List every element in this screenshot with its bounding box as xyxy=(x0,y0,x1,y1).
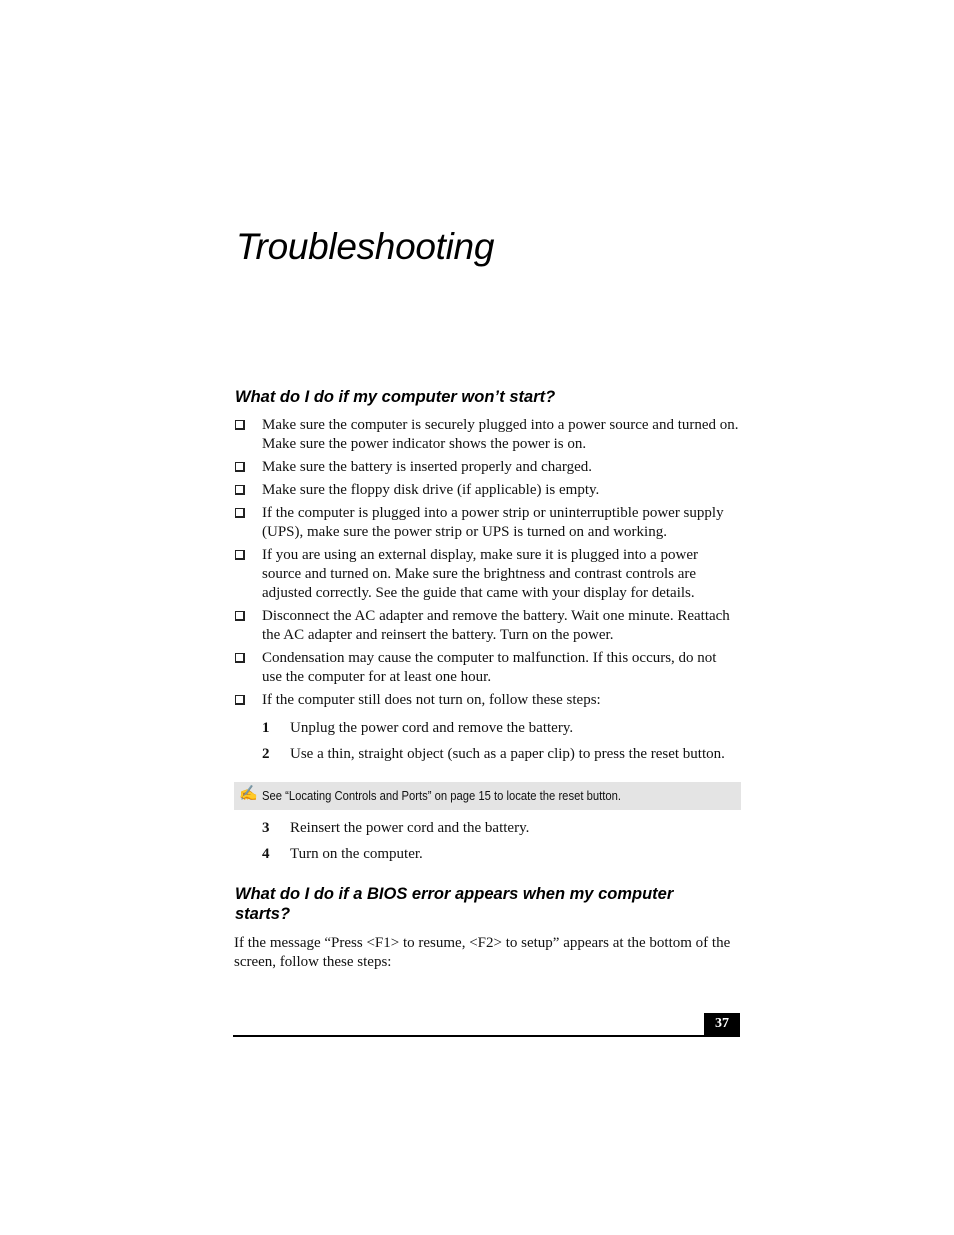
checkbox-bullet-icon xyxy=(235,420,245,430)
list-item-text: If the computer is plugged into a power strip or uninterruptible power supply (UPS), make sure the power strip or UPS is turned on and working. xyxy=(262,505,724,540)
list-item xyxy=(234,691,740,710)
step-number: 4 xyxy=(262,846,270,862)
checkbox-bullet-icon xyxy=(235,653,245,663)
list-item-text: If the computer still does not turn on, follow these steps: xyxy=(262,692,601,708)
step-number: 3 xyxy=(262,820,270,836)
step-text: Use a thin, straight object (such as a paper clip) to press the reset button. xyxy=(290,746,725,762)
step-number: 1 xyxy=(262,720,270,736)
checkbox-bullet-icon xyxy=(235,695,245,705)
checkbox-bullet-icon xyxy=(235,508,245,518)
checklist xyxy=(234,416,740,714)
section-heading-bios-error: What do I do if a BIOS error appears when my computer starts? xyxy=(235,885,674,923)
page-number: 37 xyxy=(704,1013,740,1037)
list-item xyxy=(234,649,740,687)
list-item xyxy=(234,416,740,454)
footer-rule xyxy=(233,1035,740,1037)
note-text: See “Locating Controls and Ports” on page 15 to locate the reset button. xyxy=(262,789,621,803)
step-text: Turn on the computer. xyxy=(290,846,423,862)
list-item xyxy=(234,607,740,645)
list-item-text: Make sure the battery is inserted properly and charged. xyxy=(262,459,593,475)
body-paragraph: If the message “Press <F1> to resume, <F2> to setup” appears at the bottom of the screen, follow these steps: xyxy=(234,935,731,970)
list-item-text: Disconnect the AC adapter and remove the battery. Wait one minute. Reattach the AC adapter and reinsert the battery. Turn on the power. xyxy=(262,608,730,643)
list-item-text: Make sure the computer is securely plugged into a power source and turned on. Make sure the power indicator shows the power is on. xyxy=(262,417,739,452)
page-title: Troubleshooting xyxy=(236,226,495,267)
list-item xyxy=(234,458,740,477)
checkbox-bullet-icon xyxy=(235,611,245,621)
list-item xyxy=(234,504,740,542)
checkbox-bullet-icon xyxy=(235,462,245,472)
numbered-steps xyxy=(262,719,742,771)
note-box xyxy=(234,782,741,810)
step-item xyxy=(262,819,742,838)
step-item xyxy=(262,719,742,738)
step-text: Unplug the power cord and remove the battery. xyxy=(290,720,574,736)
list-item xyxy=(234,546,740,603)
section-heading-wont-start: What do I do if my computer won’t start? xyxy=(235,388,556,406)
step-item xyxy=(262,845,742,864)
list-item-text: Condensation may cause the computer to malfunction. If this occurs, do not use the computer for at least one hour. xyxy=(262,650,717,685)
list-item xyxy=(234,481,740,500)
checkbox-bullet-icon xyxy=(235,550,245,560)
step-item xyxy=(262,745,742,764)
step-number: 2 xyxy=(262,746,270,762)
step-text: Reinsert the power cord and the battery. xyxy=(290,820,530,836)
list-item-text: Make sure the floppy disk drive (if applicable) is empty. xyxy=(262,482,600,498)
note-pencil-icon: ✍ xyxy=(239,786,258,802)
list-item-text: If you are using an external display, make sure it is plugged into a power source and turned on. Make sure the brightness and contrast controls are adjusted correctly. See the guide that came with your display for details. xyxy=(262,547,698,601)
checkbox-bullet-icon xyxy=(235,485,245,495)
numbered-steps-continued xyxy=(262,819,742,871)
